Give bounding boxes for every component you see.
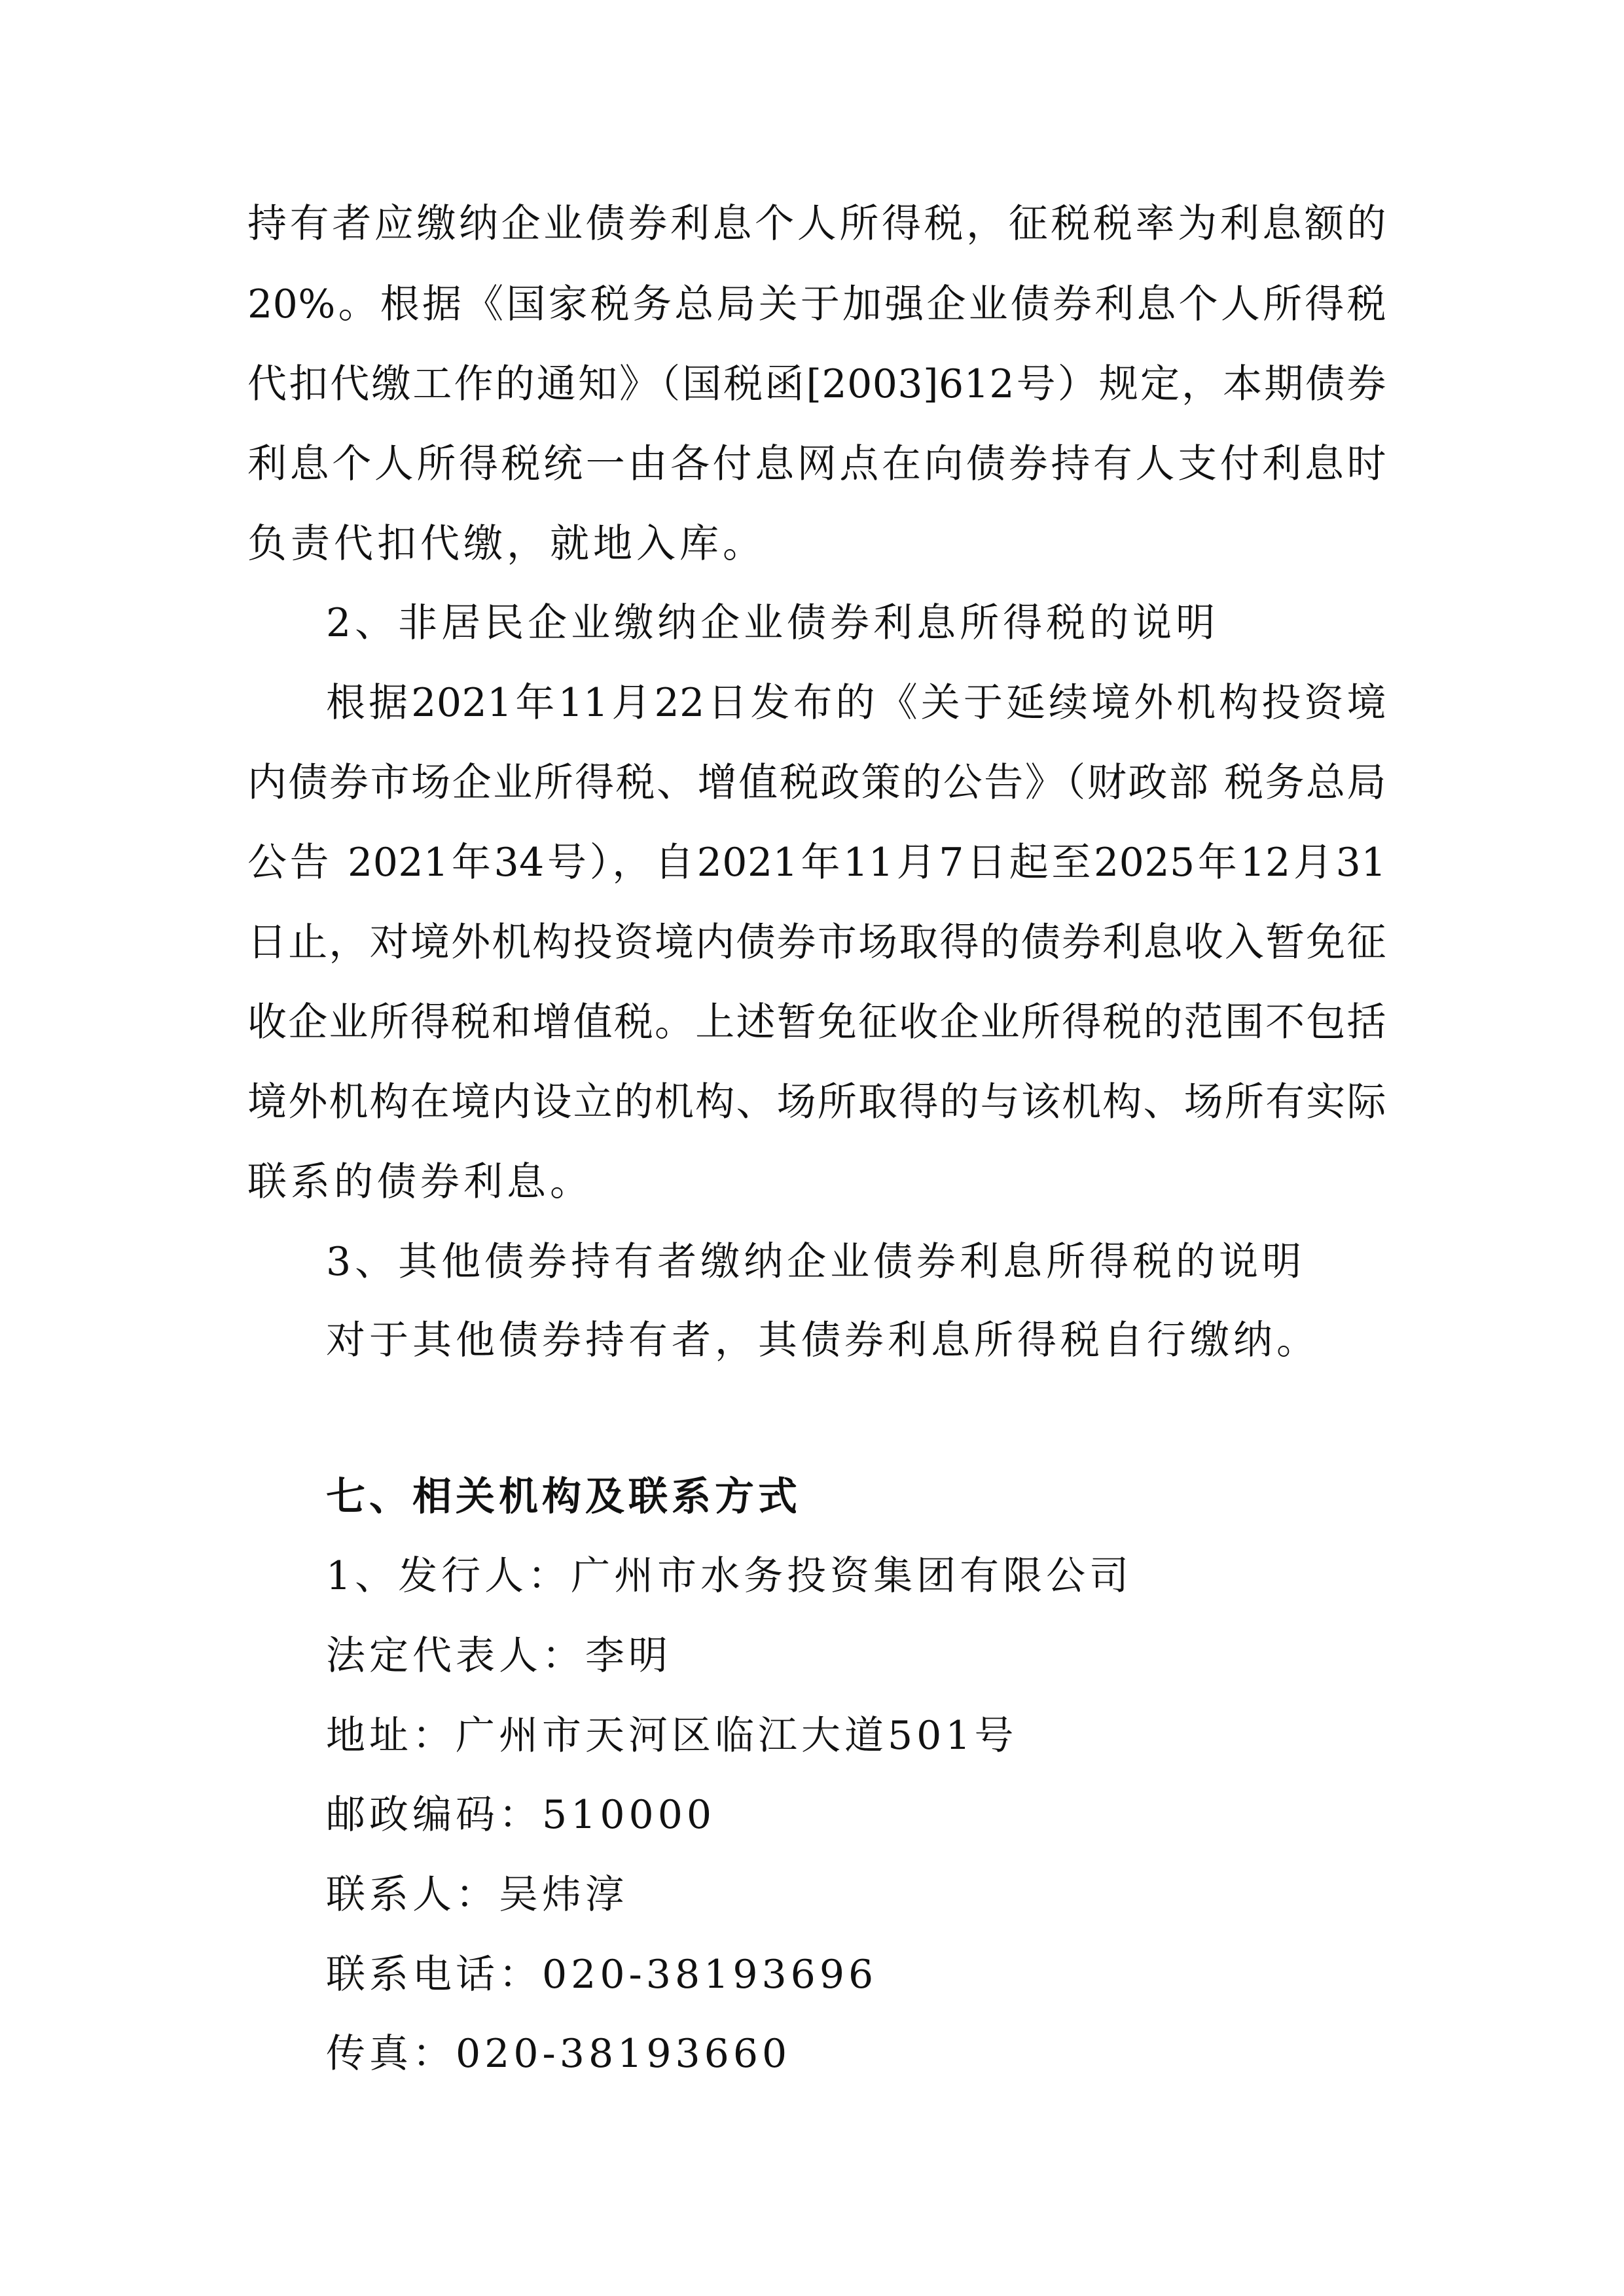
paragraph-line: 代扣代缴工作的通知》（国税函[2003]612号）规定，本期债券 bbox=[247, 361, 1386, 407]
paragraph-line: 内债券市场企业所得税、增值税政策的公告》（财政部 税务总局 bbox=[247, 760, 1386, 806]
fax-line: 传真：020-38193660 bbox=[326, 2031, 791, 2077]
address-line: 地址：广州市天河区临江大道501号 bbox=[326, 1713, 1018, 1759]
paragraph-line: 负责代扣代缴，就地入库。 bbox=[247, 521, 766, 567]
contact-person-line: 联系人：吴炜淳 bbox=[326, 1872, 628, 1918]
paragraph-line: 持有者应缴纳企业债券利息个人所得税，征税税率为利息额的 bbox=[247, 201, 1386, 247]
paragraph-line: 根据2021年11月22日发布的《关于延续境外机构投资境 bbox=[326, 680, 1386, 726]
paragraph-line: 20%。根据《国家税务总局关于加强企业债券利息个人所得税 bbox=[247, 281, 1386, 327]
paragraph-line: 利息个人所得税统一由各付息网点在向债券持有人支付利息时 bbox=[247, 441, 1386, 487]
paragraph-line: 公告 2021年34号），自2021年11月7日起至2025年12月31 bbox=[247, 840, 1386, 886]
paragraph-line: 日止，对境外机构投资境内债券市场取得的债券利息收入暂免征 bbox=[247, 920, 1386, 965]
issuer-line: 1、发行人：广州市水务投资集团有限公司 bbox=[326, 1553, 1133, 1599]
item-title: 2、非居民企业缴纳企业债券利息所得税的说明 bbox=[326, 600, 1219, 646]
paragraph-line: 联系的债券利息。 bbox=[247, 1159, 593, 1205]
postcode-line: 邮政编码：510000 bbox=[326, 1792, 716, 1838]
paragraph-line: 收企业所得税和增值税。上述暂免征收企业所得税的范围不包括 bbox=[247, 999, 1386, 1045]
phone-line: 联系电话：020-38193696 bbox=[326, 1952, 878, 1998]
legal-representative-line: 法定代表人：李明 bbox=[326, 1633, 672, 1679]
item-title: 3、其他债券持有者缴纳企业债券利息所得税的说明 bbox=[326, 1239, 1306, 1285]
paragraph-line: 对于其他债券持有者，其债券利息所得税自行缴纳。 bbox=[326, 1318, 1320, 1363]
section-heading: 七、相关机构及联系方式 bbox=[326, 1474, 801, 1520]
paragraph-line: 境外机构在境内设立的机构、场所取得的与该机构、场所有实际 bbox=[247, 1079, 1386, 1125]
